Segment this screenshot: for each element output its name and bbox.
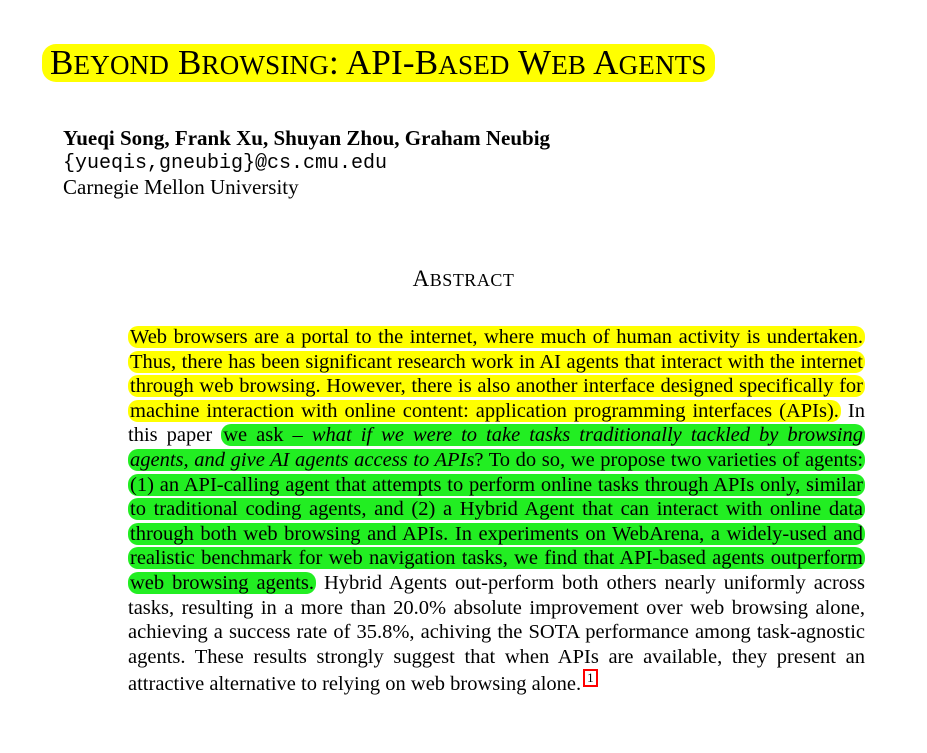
author-list: Yueqi Song, Frank Xu, Shuyan Zhou, Graham Neubig — [63, 126, 551, 150]
abstract-body — [128, 325, 865, 697]
author-emails: {yueqis,gneubig}@cs.cmu.edu — [63, 152, 388, 175]
affiliation: Carnegie Mellon University — [63, 175, 299, 199]
abstract-heading: ABSTRACT — [412, 266, 515, 291]
footnote-link[interactable]: 1 — [583, 669, 598, 687]
highlight-green: we ask – what if we were to take tasks traditionally tackled by browsing agents, and give AI agents access to APIs? To do so, we propose two varieties of agents: (1) an API-calling agent that attempts to perform online tasks through APIs only, similar to traditional coding agents, and (2) a Hybrid Agent that can interact with online data through both web browsing and APIs. In experiments on WebArena, a widely-used and realistic benchmark for web navigation tasks, we find that API-based agents outperform web browsing agents. — [130, 424, 864, 594]
research-question: what if we were to take tasks traditionally tackled by browsing agents, and give AI agents access to APIs — [130, 424, 863, 471]
highlight-yellow: Web browsers are a portal to the internet, where much of human activity is undertaken. Thus, there has been significant research work in AI agents that interact with the internet through web browsing. However, there is also another interface designed specifically for machine interaction with online content: application programming interfaces (APIs). — [130, 326, 863, 422]
abstract-text: In this paper — [128, 399, 866, 447]
abstract-text-tail: Hybrid Agents out-perform both others nearly uniformly across tasks, resulting in a more than 20.0% absolute improvement over web browsing alone, achieving a success rate of 35.8%, achiving the SOTA performance among task-agnostic agents. These results strongly suggest that when APIs are available, they present an attractive alternative to relying on web browsing alone. — [128, 571, 865, 696]
paper-title: BEYOND BROWSING: API-BASED WEB AGENTS — [42, 44, 715, 82]
